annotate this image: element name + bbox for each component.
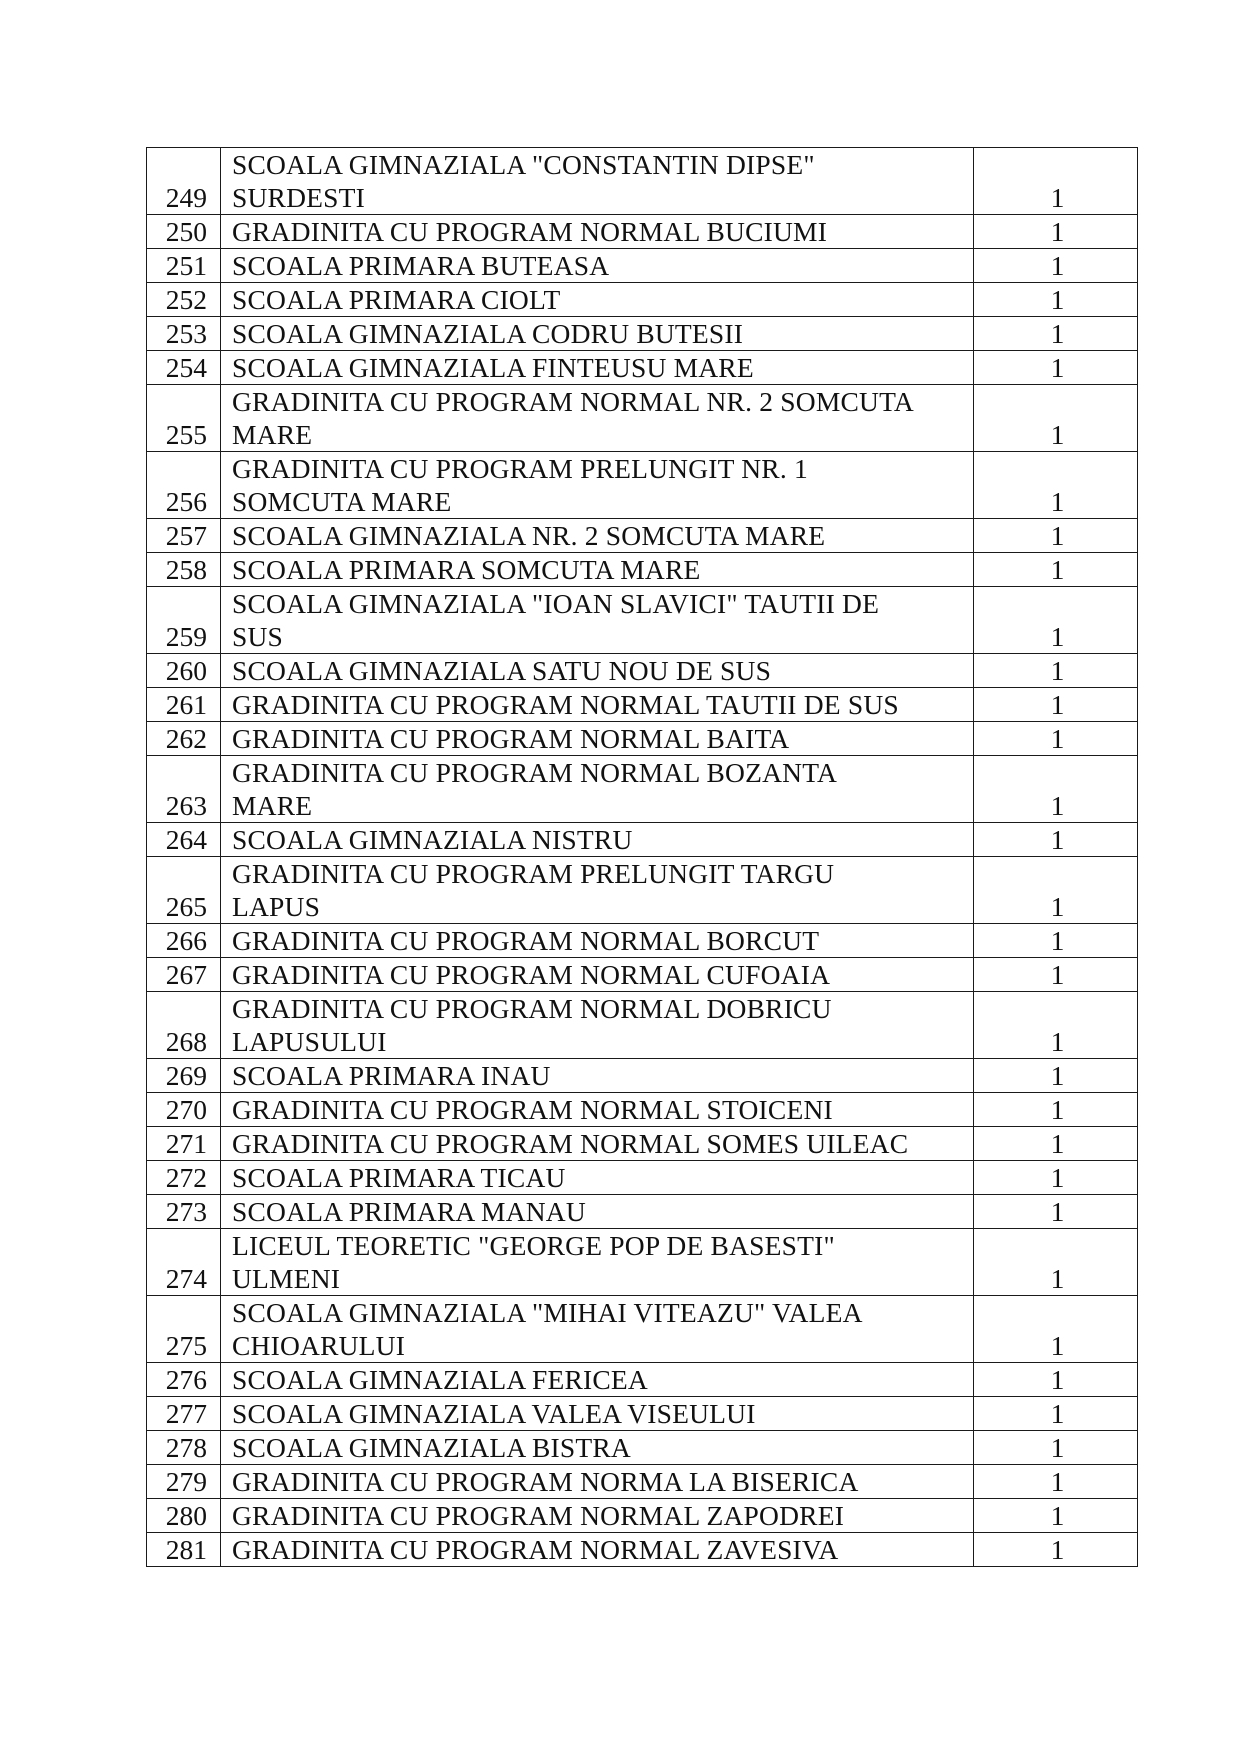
count-cell: 1 [974,1059,1138,1093]
count-cell: 1 [974,1093,1138,1127]
table-row [147,1296,1138,1363]
school-name-cell: GRADINITA CU PROGRAM NORMAL ZAPODREI [221,1499,974,1533]
count-cell: 1 [974,857,1138,924]
row-number-cell: 267 [147,958,221,992]
table-body [147,148,1138,1567]
school-name-cell: GRADINITA CU PROGRAM NORMAL DOBRICU LAPUSULUI [221,992,974,1059]
count-cell: 1 [974,1397,1138,1431]
count-cell: 1 [974,688,1138,722]
row-number-cell: 275 [147,1296,221,1363]
table-row [147,249,1138,283]
table-row [147,1533,1138,1567]
table-row [147,317,1138,351]
school-name-cell: SCOALA GIMNAZIALA BISTRA [221,1431,974,1465]
row-number-cell: 251 [147,249,221,283]
count-cell: 1 [974,1363,1138,1397]
count-cell: 1 [974,1296,1138,1363]
row-number-cell: 256 [147,452,221,519]
row-number-cell: 277 [147,1397,221,1431]
school-name-cell: SCOALA PRIMARA INAU [221,1059,974,1093]
row-number-cell: 252 [147,283,221,317]
school-name-cell: SCOALA PRIMARA BUTEASA [221,249,974,283]
table-row [147,553,1138,587]
school-name-cell: SCOALA GIMNAZIALA FERICEA [221,1363,974,1397]
count-cell: 1 [974,1431,1138,1465]
school-name-cell: SCOALA GIMNAZIALA "IOAN SLAVICI" TAUTII DE SUS [221,587,974,654]
count-cell: 1 [974,283,1138,317]
table-row [147,1127,1138,1161]
table-row [147,924,1138,958]
row-number-cell: 281 [147,1533,221,1567]
count-cell: 1 [974,519,1138,553]
row-number-cell: 278 [147,1431,221,1465]
school-name-cell: GRADINITA CU PROGRAM NORMAL CUFOAIA [221,958,974,992]
count-cell: 1 [974,385,1138,452]
table-row [147,722,1138,756]
row-number-cell: 276 [147,1363,221,1397]
row-number-cell: 270 [147,1093,221,1127]
row-number-cell: 262 [147,722,221,756]
row-number-cell: 254 [147,351,221,385]
school-name-cell: GRADINITA CU PROGRAM NORMAL BUCIUMI [221,215,974,249]
row-number-cell: 258 [147,553,221,587]
count-cell: 1 [974,1195,1138,1229]
count-cell: 1 [974,452,1138,519]
row-number-cell: 253 [147,317,221,351]
school-name-cell: GRADINITA CU PROGRAM NORMAL SOMES UILEAC [221,1127,974,1161]
row-number-cell: 274 [147,1229,221,1296]
school-name-cell: SCOALA PRIMARA SOMCUTA MARE [221,553,974,587]
row-number-cell: 255 [147,385,221,452]
table-row [147,1431,1138,1465]
table-row [147,1465,1138,1499]
row-number-cell: 266 [147,924,221,958]
school-name-cell: SCOALA GIMNAZIALA VALEA VISEULUI [221,1397,974,1431]
count-cell: 1 [974,654,1138,688]
row-number-cell: 271 [147,1127,221,1161]
table-row [147,992,1138,1059]
count-cell: 1 [974,992,1138,1059]
table-row [147,215,1138,249]
row-number-cell: 265 [147,857,221,924]
count-cell: 1 [974,317,1138,351]
row-number-cell: 259 [147,587,221,654]
table-row [147,283,1138,317]
school-name-cell: SCOALA GIMNAZIALA CODRU BUTESII [221,317,974,351]
table-row [147,1161,1138,1195]
row-number-cell: 263 [147,756,221,823]
count-cell: 1 [974,1161,1138,1195]
table-row [147,688,1138,722]
count-cell: 1 [974,1499,1138,1533]
school-name-cell: SCOALA PRIMARA TICAU [221,1161,974,1195]
table-row [147,148,1138,215]
table-row [147,823,1138,857]
count-cell: 1 [974,924,1138,958]
school-name-cell: SCOALA PRIMARA CIOLT [221,283,974,317]
table-row [147,452,1138,519]
table-row [147,385,1138,452]
schools-table [146,147,1138,1567]
count-cell: 1 [974,148,1138,215]
table-row [147,1397,1138,1431]
table-row [147,1059,1138,1093]
table-row [147,1195,1138,1229]
school-name-cell: GRADINITA CU PROGRAM NORMAL NR. 2 SOMCUTA MARE [221,385,974,452]
school-name-cell: SCOALA GIMNAZIALA "MIHAI VITEAZU" VALEA CHIOARULUI [221,1296,974,1363]
count-cell: 1 [974,958,1138,992]
table-row [147,1229,1138,1296]
count-cell: 1 [974,249,1138,283]
count-cell: 1 [974,1465,1138,1499]
table-row [147,519,1138,553]
school-name-cell: SCOALA PRIMARA MANAU [221,1195,974,1229]
school-name-cell: LICEUL TEORETIC "GEORGE POP DE BASESTI" ULMENI [221,1229,974,1296]
school-name-cell: GRADINITA CU PROGRAM NORMAL BOZANTA MARE [221,756,974,823]
table-row [147,1363,1138,1397]
table-row [147,1093,1138,1127]
row-number-cell: 273 [147,1195,221,1229]
table-row [147,857,1138,924]
school-name-cell: GRADINITA CU PROGRAM NORMAL STOICENI [221,1093,974,1127]
school-name-cell: GRADINITA CU PROGRAM PRELUNGIT NR. 1 SOMCUTA MARE [221,452,974,519]
table-row [147,587,1138,654]
school-name-cell: SCOALA GIMNAZIALA "CONSTANTIN DIPSE" SURDESTI [221,148,974,215]
count-cell: 1 [974,756,1138,823]
row-number-cell: 261 [147,688,221,722]
count-cell: 1 [974,553,1138,587]
school-name-cell: GRADINITA CU PROGRAM NORMAL BORCUT [221,924,974,958]
table-row [147,654,1138,688]
row-number-cell: 249 [147,148,221,215]
school-name-cell: GRADINITA CU PROGRAM NORMAL BAITA [221,722,974,756]
school-name-cell: SCOALA GIMNAZIALA NR. 2 SOMCUTA MARE [221,519,974,553]
count-cell: 1 [974,823,1138,857]
school-name-cell: SCOALA GIMNAZIALA SATU NOU DE SUS [221,654,974,688]
table-row [147,351,1138,385]
table-row [147,1499,1138,1533]
count-cell: 1 [974,1229,1138,1296]
school-name-cell: GRADINITA CU PROGRAM NORMAL ZAVESIVA [221,1533,974,1567]
count-cell: 1 [974,1127,1138,1161]
row-number-cell: 268 [147,992,221,1059]
row-number-cell: 250 [147,215,221,249]
school-name-cell: GRADINITA CU PROGRAM PRELUNGIT TARGU LAPUS [221,857,974,924]
row-number-cell: 280 [147,1499,221,1533]
row-number-cell: 269 [147,1059,221,1093]
row-number-cell: 272 [147,1161,221,1195]
count-cell: 1 [974,351,1138,385]
row-number-cell: 257 [147,519,221,553]
school-name-cell: GRADINITA CU PROGRAM NORMA LA BISERICA [221,1465,974,1499]
count-cell: 1 [974,1533,1138,1567]
row-number-cell: 260 [147,654,221,688]
school-name-cell: SCOALA GIMNAZIALA NISTRU [221,823,974,857]
count-cell: 1 [974,587,1138,654]
school-name-cell: GRADINITA CU PROGRAM NORMAL TAUTII DE SUS [221,688,974,722]
count-cell: 1 [974,722,1138,756]
count-cell: 1 [974,215,1138,249]
row-number-cell: 264 [147,823,221,857]
school-name-cell: SCOALA GIMNAZIALA FINTEUSU MARE [221,351,974,385]
table-row [147,958,1138,992]
table-row [147,756,1138,823]
row-number-cell: 279 [147,1465,221,1499]
